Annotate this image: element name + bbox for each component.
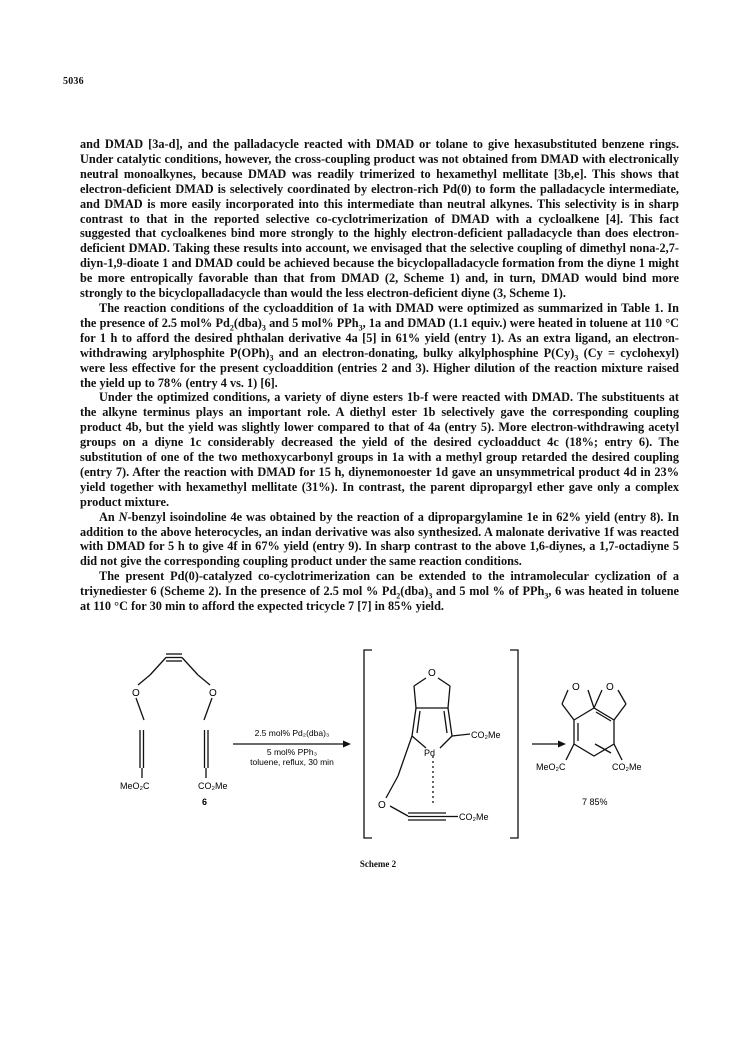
reagent-catalyst: 2.5 mol% Pd₂(dba)₃ [254, 728, 330, 738]
product-oxygen-left: O [572, 682, 580, 693]
text-run: 4e [230, 509, 243, 524]
text-run: with DMAD were optimized as summarized in Table 1. In the presence of 2.5 mol% Pd [80, 300, 679, 330]
paragraph [80, 510, 679, 570]
text-run: (Cy = cyclohexyl) were less effective for the present cycloaddition (entries 2 and 3). Higher dilution of the reaction mixture raised the yield up to 78% (entry 4 vs. 1) [6]. [80, 345, 679, 390]
text-run: 1a [368, 315, 382, 330]
sm-oxygen-left: O [132, 688, 140, 699]
paragraph [80, 569, 679, 614]
text-run: was obtained by the reaction of a dipropargylamine [242, 509, 527, 524]
sm-ester-right: CO₂Me [198, 781, 228, 791]
text-run: (dba) [400, 584, 429, 599]
reaction-arrowhead [343, 741, 351, 748]
text-run: , Scheme 1). [503, 286, 566, 301]
subscript-text: 3 [269, 353, 274, 363]
compound-label-6: 6 [202, 797, 208, 807]
sm-ester-left: MeO₂C [120, 781, 150, 791]
text-run: 1e [526, 509, 539, 524]
text-run: and 5 mol% PPh [265, 315, 359, 330]
text-run: might be more entropically favorable than that from DMAD ( [80, 256, 679, 286]
text-run: [7] in 85% yield. [354, 599, 444, 614]
text-run: 1b [422, 405, 436, 420]
scheme-caption: Scheme 2 [359, 859, 397, 869]
text-run: were reacted with DMAD. The substituents at the alkyne terminus plays an important role. A diethyl ester [80, 390, 679, 420]
text-run: 1 [638, 256, 645, 271]
subscript-text: 2 [229, 323, 234, 333]
text-run: 4a [428, 420, 441, 435]
text-run: and 5 mol % of PPh [432, 584, 545, 599]
text-run: and DMAD [3a-d], and the palladacycle reacted with DMAD or tolane to give hexasubstituted benzene rings. Under catalytic conditions, however, the cross-coupling product was not obtained from DMAD with electronically neutral monoalkynes, because DMAD was readily trimerized to hexamethyl mellitate [3b,e]. This shows that electron-deficient DMAD is selectively coordinated by electron-rich Pd(0) to form the palladacycle intermediate, and DMAD is more easily incorporated into this intermediate than neutral alkynes. This selectivity is in sharp contrast to that in the reported selective co-cyclotrimerization of DMAD with a cycloalkene [4]. This fact suggested that cycloalkenes bind more strongly to the highly electron-deficient palladacycle than does electron-deficient DMAD. Taking these results into account, we envisaged that the selective coupling of dimethyl nona-2,7-diyn-1,9-dioate [80, 137, 679, 271]
text-run: 2 [388, 271, 396, 286]
article-body [80, 137, 679, 614]
italic-text: N [118, 509, 128, 524]
paragraph [80, 301, 679, 390]
text-run: and an electron-donating, bulky alkylphosphine P(Cy) [273, 345, 575, 360]
text-run: -benzyl isoindoline [127, 509, 231, 524]
tricycle-product-7-structure [562, 690, 626, 760]
text-run: Under the optimized conditions, a variety of diyne esters [99, 390, 408, 405]
text-run: (dba) [233, 315, 262, 330]
intermediate-ester-bottom: CO₂Me [459, 812, 489, 822]
text-run: 6 [555, 584, 562, 599]
subscript-text: 3 [574, 353, 579, 363]
sm-oxygen-right: O [209, 688, 217, 699]
text-run: , but the yield was slightly lower compared to that of [138, 420, 429, 435]
intermediate-ester-top: CO₂Me [471, 730, 501, 740]
text-run: (Scheme 2). In the presence of 2.5 mol % Pd [156, 584, 397, 599]
text-run: An [99, 509, 119, 524]
text-run: considerably decreased the yield of the desired cycloadduct [201, 435, 548, 450]
text-run: 1c [189, 435, 202, 450]
subscript-text: 2 [396, 591, 401, 601]
palladium-label: Pd [424, 748, 436, 758]
text-run: 7 [347, 599, 355, 614]
text-run: , [362, 315, 369, 330]
scheme-2-drawing [118, 648, 642, 858]
text-run: 6 [150, 584, 157, 599]
text-run: was reacted with DMAD for 5 h to give [80, 524, 679, 554]
text-run: 4f [227, 539, 238, 554]
intermediate-brackets [364, 650, 518, 838]
text-run: in 67% yield (entry 9). In sharp contrast to the above 1,6-diynes, a 1,7-octadiyne [237, 539, 673, 554]
paragraph [80, 137, 679, 301]
text-run: 1f [603, 524, 614, 539]
intermediate-oxygen-bottom: O [378, 800, 386, 811]
text-run: , Scheme 1) and, in turn, DMAD would bind more strongly to the bicyclopalladacycle than would the less electron-deficient diyne ( [80, 271, 679, 301]
text-run: 4b [125, 420, 139, 435]
reagent-ligand: 5 mol% PPh₃ [266, 747, 318, 757]
text-run: 4d [623, 464, 637, 479]
subscript-text: 3 [428, 591, 433, 601]
paragraph [80, 390, 679, 509]
product-arrowhead [558, 741, 566, 748]
text-run: selectively gave the corresponding coupling product [80, 405, 679, 435]
text-run: in 62% yield (entry 8). In addition to the above heterocycles, an indan derivative was also synthesized. A malonate derivative [80, 509, 680, 539]
text-run: in 23% yield together with hexamethyl mellitate (31%). In contrast, the parent dipropargyl ether gave only a complex product mixture. [80, 464, 679, 509]
subscript-text: 3 [261, 323, 266, 333]
product-oxygen-right: O [606, 682, 614, 693]
text-run: , [548, 584, 556, 599]
compound-label-7-yield: 7 85% [582, 797, 608, 807]
text-run: and DMAD could be achieved because the bicyclopalladacycle formation from the diyne [168, 256, 639, 271]
product-ester-left: MeO₂C [536, 762, 566, 772]
text-run: with a methyl group retarded the desired coupling (entry 7). After the reaction with DMAD for 15 h, diynemonoester [80, 450, 679, 479]
text-run: 1a [391, 450, 404, 465]
reagent-conditions: toluene, reflux, 30 min [250, 757, 334, 767]
text-run: did not give the corresponding coupling product under the same reaction conditions. [80, 554, 522, 569]
text-run: 1d [435, 464, 449, 479]
text-run: 1a [351, 300, 365, 315]
product-ester-right: CO₂Me [612, 762, 642, 772]
text-run: The present Pd(0)-catalyzed co-cyclotrimerization can be extended to the intramolecular cyclization of a triynediester [80, 569, 679, 599]
text-run: 5 [672, 539, 679, 554]
text-run: (entry 5). More electron-withdrawing acetyl groups on a diyne [80, 420, 679, 450]
starting-material-6-structure [136, 654, 212, 778]
text-run: 4c [547, 435, 559, 450]
text-run: and DMAD (1.1 equiv.) were heated in toluene at 110 °C for 1 h to afford the desired phthalan derivative [80, 315, 680, 345]
subscript-text: 3 [358, 323, 363, 333]
text-run: 3 [496, 286, 504, 301]
intermediate-oxygen-top: O [428, 668, 436, 679]
text-run: was heated in toluene at 110 °C for 30 min to afford the expected tricycle [80, 584, 679, 614]
subscript-text: 3 [544, 591, 549, 601]
text-run: 1b-f [407, 390, 429, 405]
text-run: 1 [162, 256, 169, 271]
scheme-2-figure [118, 648, 642, 878]
text-run: 4a [345, 330, 358, 345]
page-number: 5036 [63, 76, 84, 87]
text-run: The reaction conditions of the cycloaddition of [99, 300, 352, 315]
text-run: (18%; entry 6). The substitution of one of the two methoxycarbonyl groups in [80, 435, 679, 465]
text-run: gave an unsymmetrical product [448, 464, 624, 479]
text-run: [5] in 61% yield (entry 1). As an extra ligand, an electron-withdrawing arylphosphite P(OPh) [80, 330, 679, 360]
